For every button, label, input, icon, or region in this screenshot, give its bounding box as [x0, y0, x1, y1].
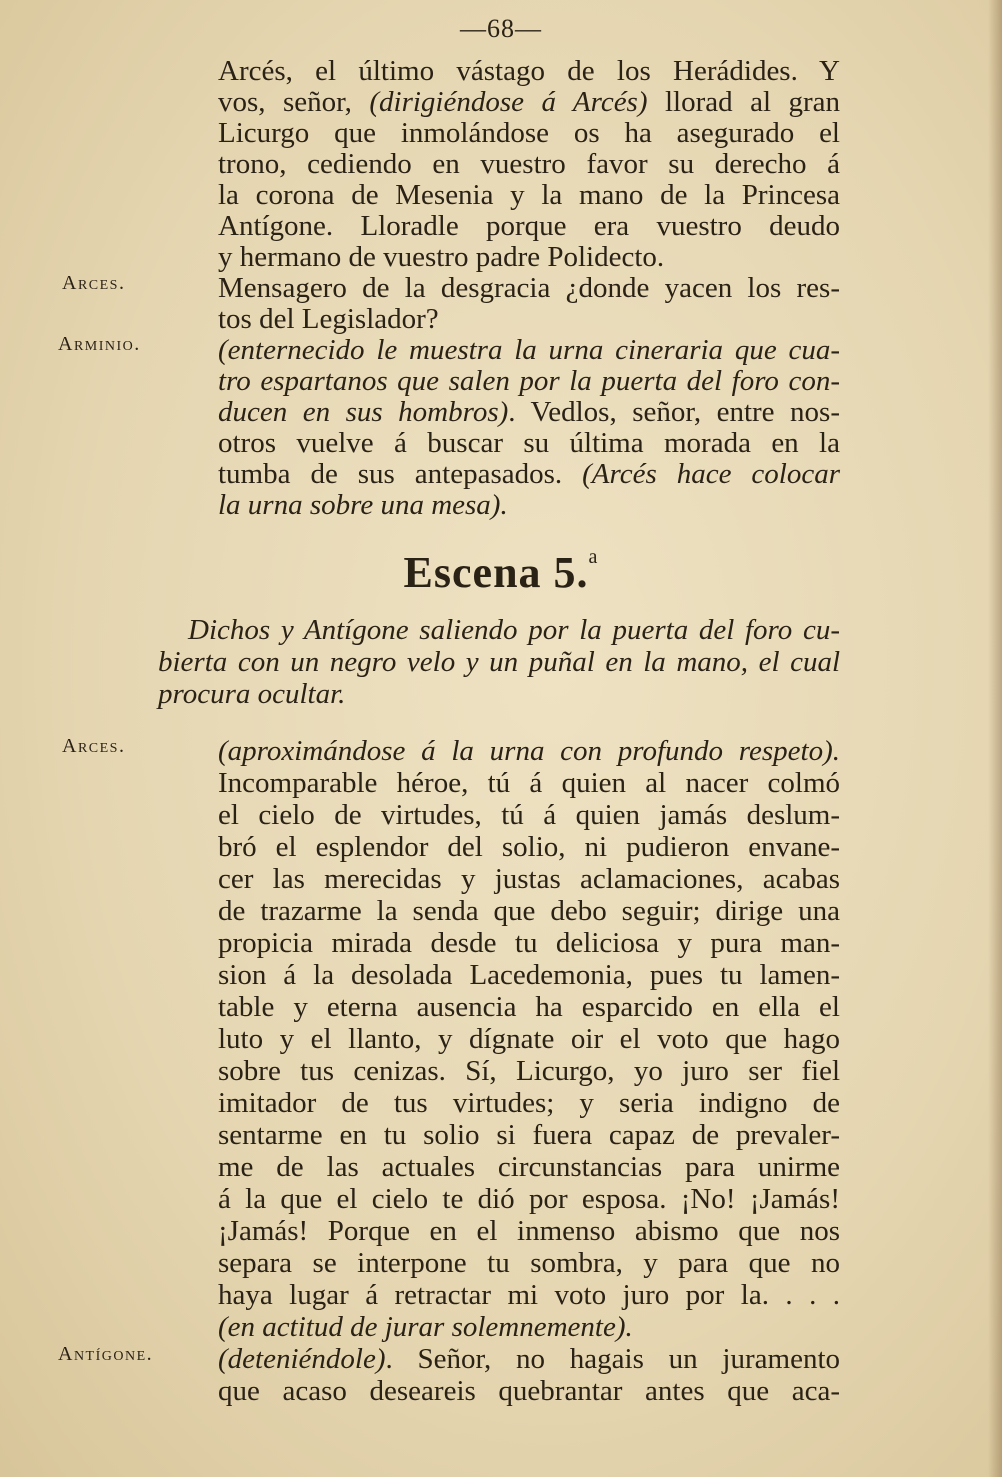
- text-fragment: tumba de sus antepasados.: [218, 458, 583, 490]
- text-line: el cielo de virtudes, tú á quien jamás deslum-: [218, 799, 840, 831]
- page-edge-shadow: [988, 0, 1002, 1477]
- text-line: ¡Jamás! Porque en el inmenso abismo que nos: [218, 1215, 840, 1247]
- stage-direction-line: (en actitud de jurar solemnemente).: [218, 1311, 633, 1343]
- stage-direction-line: bierta con un negro velo y un puñal en la mano, el cual: [158, 646, 840, 678]
- text-fragment: . Vedlos, señor, entre nos-: [508, 396, 840, 428]
- text-line: Antígone. Lloradle porque era vuestro deudo: [218, 210, 840, 242]
- stage-direction-inline: (Arcés hace colocar: [582, 458, 840, 490]
- text-line: y hermano de vuestro padre Polidecto.: [218, 241, 665, 273]
- text-line: table y eterna ausencia ha esparcido en ella el: [218, 991, 840, 1023]
- speaker-name: Antígone.: [58, 1343, 154, 1365]
- stage-direction-inline: ducen en sus hombros): [218, 396, 509, 428]
- stage-direction-line: la urna sobre una mesa).: [218, 489, 508, 521]
- text-line: Licurgo que inmolándose os ha asegurado el: [218, 117, 840, 149]
- text-line: sentarme en tu solio si fuera capaz de prevaler-: [218, 1119, 840, 1151]
- text-fragment: . Señor, no hagais un juramento: [385, 1343, 840, 1375]
- text-line: de trazarme la senda que debo seguir; dirige una: [218, 895, 840, 927]
- text-line: imitador de tus virtudes; y seria indigno de: [218, 1087, 840, 1119]
- text-line: [218, 459, 840, 490]
- scene-ordinal: a: [588, 546, 599, 568]
- text-line: cer las merecidas y justas aclamaciones, acabas: [218, 863, 840, 895]
- text-line: trono, cediendo en vuestro favor su derecho á: [218, 148, 840, 180]
- speaker-name: Arminio.: [58, 333, 141, 355]
- text-line: tos del Legislador?: [218, 303, 439, 335]
- text-line: Arcés, el último vástago de los Herádides. Y: [218, 55, 840, 87]
- text-line: [218, 1344, 840, 1375]
- stage-direction-line: Dichos y Antígone saliendo por la puerta del foro cu-: [188, 614, 840, 646]
- stage-direction-line: tro espartanos que salen por la puerta del foro con-: [218, 365, 840, 397]
- text-line: que acaso deseareis quebrantar antes que aca-: [218, 1375, 840, 1407]
- stage-direction-line: procura ocultar.: [158, 678, 346, 710]
- stage-direction-inline: (deteniéndole): [218, 1343, 386, 1375]
- text-line: sobre tus cenizas. Sí, Licurgo, yo juro ser fiel: [218, 1055, 840, 1087]
- stage-direction-inline: (dirigiéndose á Arcés): [369, 86, 648, 118]
- text-line: la corona de Mesenia y la mano de la Princesa: [218, 179, 840, 211]
- page-number: —68—: [460, 14, 542, 43]
- speaker-name: Arces.: [62, 272, 126, 294]
- stage-direction-line: (aproximándose á la urna con profundo respeto).: [218, 735, 840, 767]
- scene-heading: [0, 546, 1002, 598]
- text-line: á la que el cielo te dió por esposa. ¡No! ¡Jamás!: [218, 1183, 840, 1215]
- text-line: luto y el llanto, y dígnate oir el voto que hago: [218, 1023, 840, 1055]
- text-line: otros vuelve á buscar su última morada en la: [218, 427, 840, 459]
- text-line: bró el esplendor del solio, ni pudieron envane-: [218, 831, 840, 863]
- scene-title: Escena 5.: [403, 548, 589, 597]
- text-line: Incomparable héroe, tú á quien al nacer colmó: [218, 767, 840, 799]
- text-fragment: llorad al gran: [647, 86, 840, 118]
- text-line: Mensagero de la desgracia ¿donde yacen los res-: [218, 272, 840, 304]
- text-line: haya lugar á retractar mi voto juro por la. . . .: [218, 1279, 840, 1311]
- text-line: separa se interpone tu sombra, y para que no: [218, 1247, 840, 1279]
- text-fragment: vos, señor,: [218, 86, 370, 118]
- stage-direction-line: (enternecido le muestra la urna cineraria que cua-: [218, 334, 840, 366]
- text-line: me de las actuales circunstancias para unirme: [218, 1151, 840, 1183]
- text-line: [218, 87, 840, 118]
- speaker-name: Arces.: [62, 735, 126, 757]
- text-line: [218, 397, 840, 428]
- text-line: propicia mirada desde tu deliciosa y pura man-: [218, 927, 840, 959]
- text-line: sion á la desolada Lacedemonia, pues tu lamen-: [218, 959, 840, 991]
